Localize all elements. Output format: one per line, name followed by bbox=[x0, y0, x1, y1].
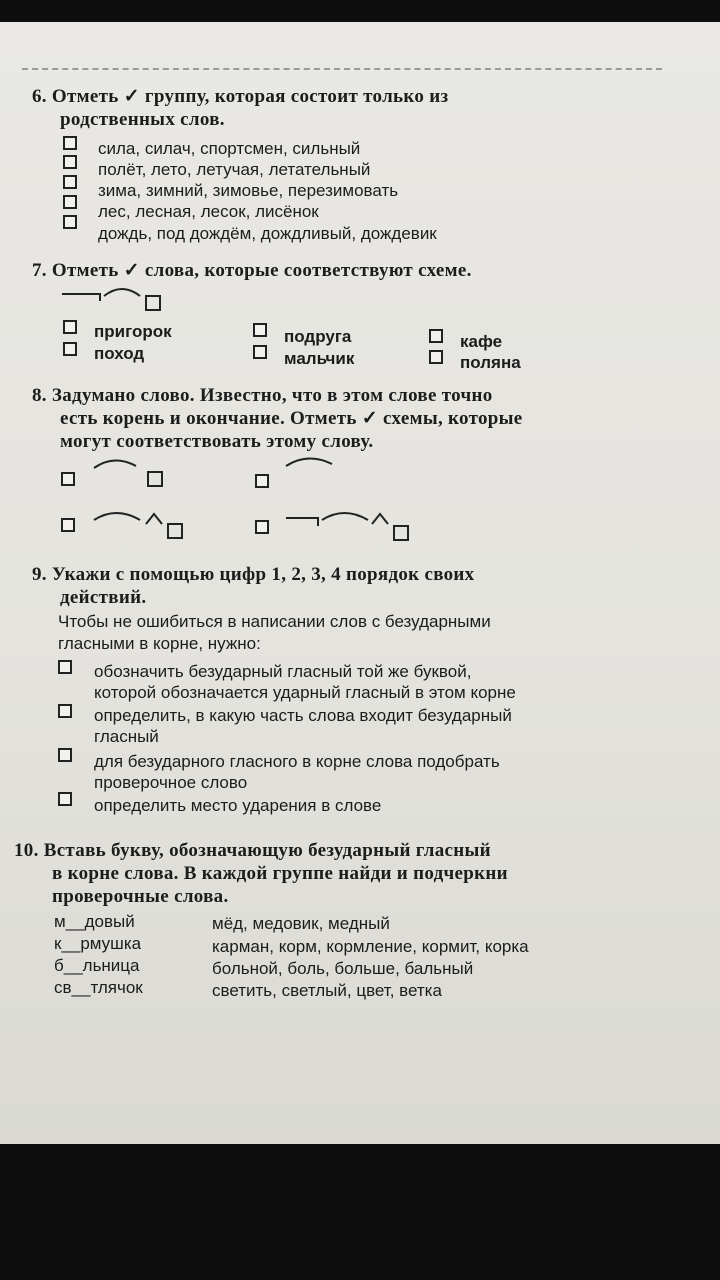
root-mark bbox=[322, 513, 368, 520]
q10-prompt-line1 bbox=[14, 840, 491, 862]
ending-mark bbox=[168, 524, 182, 538]
q8-number: 8. bbox=[32, 385, 47, 406]
q6-option-1-checkbox[interactable] bbox=[63, 136, 77, 150]
q8-scheme-2-checkbox[interactable] bbox=[255, 474, 269, 488]
q6-prompt-line2: родственных слов. bbox=[60, 109, 225, 130]
q8-scheme-3 bbox=[90, 506, 190, 542]
q8-scheme-4 bbox=[284, 506, 414, 544]
q8-scheme-4-checkbox[interactable] bbox=[255, 520, 269, 534]
q7-prompt bbox=[32, 260, 472, 282]
ending-mark bbox=[146, 296, 160, 310]
q7-word-5: кафе bbox=[460, 332, 503, 351]
q6-option-4: лес, лесная, лесок, лисёнок bbox=[98, 202, 319, 221]
q9-option-1-line2: которой обозначается ударный гласный в этом корне bbox=[94, 683, 516, 702]
q9-option-2-line1: определить, в какую часть слова входит безударный bbox=[94, 706, 512, 725]
q9-prompt-line1 bbox=[32, 564, 474, 586]
q8-text-line1: Задумано слово. Известно, что в этом слове точно bbox=[51, 385, 493, 406]
suffix-mark bbox=[372, 514, 388, 524]
prefix-mark bbox=[62, 294, 100, 301]
q9-option-3-line1: для безударного гласного в корне слова подобрать bbox=[94, 752, 500, 771]
q7-word-2-checkbox[interactable] bbox=[63, 342, 77, 356]
q7-word-4: мальчик bbox=[284, 349, 355, 368]
q9-option-1-order-box[interactable] bbox=[58, 660, 72, 674]
root-mark bbox=[94, 513, 140, 520]
q10-number: 10. bbox=[14, 840, 39, 861]
q7-word-6-checkbox[interactable] bbox=[429, 350, 443, 364]
q9-option-3-order-box[interactable] bbox=[58, 748, 72, 762]
q6-option-3-checkbox[interactable] bbox=[63, 175, 77, 189]
q8-scheme-1 bbox=[90, 454, 170, 486]
q9-option-3-line2: проверочное слово bbox=[94, 773, 248, 792]
q10-text-line1: Вставь букву, обозначающую безударный гласный bbox=[43, 840, 491, 861]
q6-option-1: сила, силач, спортсмен, сильный bbox=[98, 139, 361, 158]
q9-option-2-line2: гласный bbox=[94, 727, 159, 746]
root-mark bbox=[286, 458, 332, 466]
q6-number: 6. bbox=[32, 86, 47, 107]
q9-intro-line1: Чтобы не ошибиться в написании слов с безударными bbox=[58, 612, 491, 631]
q10-group-2: карман, корм, кормление, кормит, корка bbox=[212, 937, 529, 956]
q7-word-3: подруга bbox=[284, 327, 352, 346]
q8-scheme-1-checkbox[interactable] bbox=[61, 472, 75, 486]
q9-number: 9. bbox=[32, 564, 47, 585]
q7-word-2: поход bbox=[94, 344, 145, 363]
q10-group-4: светить, светлый, цвет, ветка bbox=[212, 981, 442, 1000]
q10-word-1: м__довый bbox=[54, 912, 135, 931]
q6-option-4-checkbox[interactable] bbox=[63, 195, 77, 209]
suffix-mark bbox=[146, 514, 162, 524]
q8-scheme-2 bbox=[282, 454, 342, 474]
q10-word-2: к__рмушка bbox=[54, 934, 142, 953]
q6-text-line1: Отметь ✓ группу, которая состоит только из bbox=[51, 86, 449, 107]
q8-prompt-line2: есть корень и окончание. Отметь ✓ схемы, которые bbox=[60, 408, 523, 429]
q7-word-scheme bbox=[60, 284, 170, 314]
worksheet-page bbox=[0, 22, 720, 1144]
q10-group-1: мёд, медовик, медный bbox=[212, 914, 390, 933]
q6-option-5-checkbox[interactable] bbox=[63, 215, 77, 229]
q9-text-line1: Укажи с помощью цифр 1, 2, 3, 4 порядок своих bbox=[51, 564, 475, 585]
q6-option-2: полёт, лето, летучая, летательный bbox=[98, 160, 371, 179]
q6-prompt-line1 bbox=[32, 86, 448, 108]
ending-mark bbox=[148, 472, 162, 486]
q7-text: Отметь ✓ слова, которые соответствуют схеме. bbox=[51, 260, 472, 281]
prefix-mark bbox=[286, 518, 318, 526]
q6-option-2-checkbox[interactable] bbox=[63, 155, 77, 169]
q9-option-4-line1: определить место ударения в слове bbox=[94, 796, 382, 815]
q10-word-4: св__тлячок bbox=[54, 978, 143, 997]
q10-group-3: больной, боль, больше, бальный bbox=[212, 959, 474, 978]
q8-scheme-3-checkbox[interactable] bbox=[61, 518, 75, 532]
q9-prompt-line2: действий. bbox=[60, 587, 147, 608]
q9-option-1-line1: обозначить безударный гласный той же буквой, bbox=[94, 662, 472, 681]
q9-option-2-order-box[interactable] bbox=[58, 704, 72, 718]
q7-word-3-checkbox[interactable] bbox=[253, 323, 267, 337]
q7-word-4-checkbox[interactable] bbox=[253, 345, 267, 359]
q8-prompt-line1 bbox=[32, 385, 493, 407]
q8-prompt-line3: могут соответствовать этому слову. bbox=[60, 431, 374, 452]
q6-option-3: зима, зимний, зимовье, перезимовать bbox=[98, 181, 399, 200]
q10-prompt-line2: в корне слова. В каждой группе найди и подчеркни bbox=[52, 863, 508, 884]
q10-word-3: б__льница bbox=[54, 956, 140, 975]
q9-intro-line2: гласными в корне, нужно: bbox=[58, 634, 261, 653]
q7-word-1-checkbox[interactable] bbox=[63, 320, 77, 334]
q7-word-5-checkbox[interactable] bbox=[429, 329, 443, 343]
q10-prompt-line3: проверочные слова. bbox=[52, 886, 229, 907]
q7-word-1: пригорок bbox=[94, 322, 172, 341]
ending-mark bbox=[394, 526, 408, 540]
q7-number: 7. bbox=[32, 260, 47, 281]
q9-option-4-order-box[interactable] bbox=[58, 792, 72, 806]
cut-line bbox=[22, 68, 662, 70]
root-mark bbox=[104, 289, 140, 296]
q6-option-5: дождь, под дождём, дождливый, дождевик bbox=[98, 224, 437, 243]
q7-word-6: поляна bbox=[460, 353, 521, 372]
root-mark bbox=[94, 460, 136, 468]
